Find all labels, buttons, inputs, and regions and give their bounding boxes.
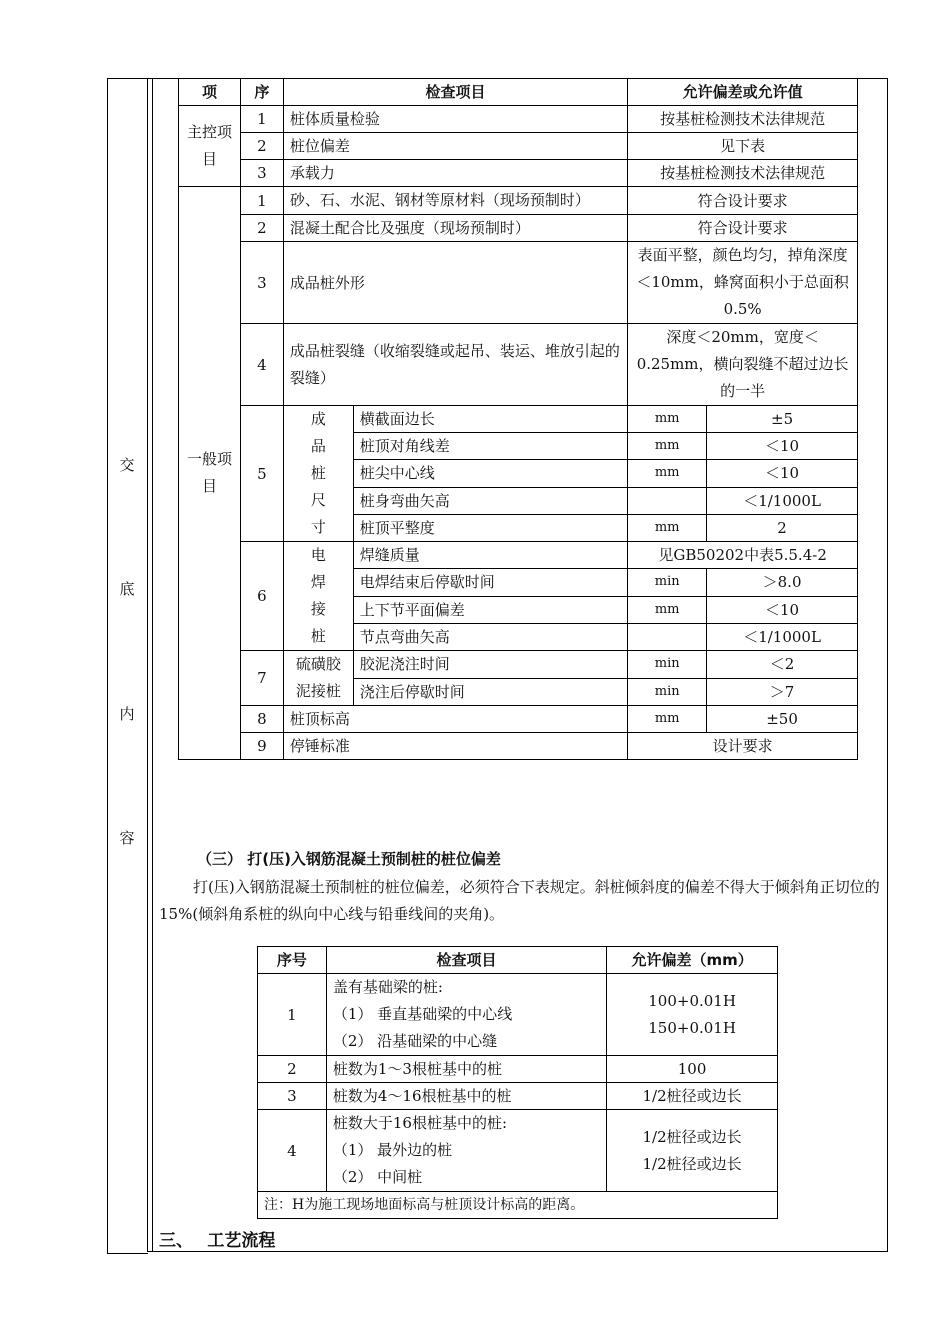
row-item: 桩位偏差 [283, 133, 627, 160]
row-value: ＜10 [707, 433, 858, 460]
row-item: 砂、石、水泥、钢材等原材料（现场预制时） [283, 187, 627, 215]
section-title: （三） 打(压)入钢筋混凝土预制桩的桩位偏差 [197, 850, 501, 868]
row-no: 8 [240, 706, 283, 733]
main-group-label: 主控项目 [179, 106, 241, 187]
row-unit: mm [628, 433, 707, 460]
row-item: 电焊结束后停歇时间 [353, 569, 627, 596]
header-tolerance: 允许偏差或允许值 [628, 79, 858, 106]
row-item: 成品桩裂缝（收缩裂缝或起吊、装运、堆放引起的裂缝） [283, 324, 627, 406]
row-value: ＞8.0 [707, 569, 858, 596]
row-value: 2 [707, 514, 858, 541]
row-no: 7 [240, 651, 283, 706]
row-no: 5 [240, 406, 283, 542]
table-row [179, 406, 858, 433]
row-no: 6 [240, 542, 283, 651]
header-check: 检查项目 [326, 947, 606, 974]
row-value: ＞7 [707, 678, 858, 706]
table-row [179, 542, 858, 569]
table-note-row [258, 1192, 778, 1219]
row-no: 3 [258, 1083, 327, 1110]
row-value: 100 [607, 1056, 778, 1083]
row-value: 深度＜20mm，宽度＜0.25mm，横向裂缝不超过边长的一半 [628, 324, 858, 406]
row-item: 混凝土配合比及强度（现场预制时） [283, 215, 627, 242]
row-unit: mm [628, 596, 707, 623]
table-row [179, 187, 858, 215]
side-label-2: 底 [119, 580, 135, 598]
row-item: 盖有基础梁的桩: （1） 垂直基础梁的中心线 （2） 沿基础梁的中心缝 [326, 974, 606, 1056]
side-label-1: 交 [119, 456, 135, 474]
row-item: 桩身弯曲矢高 [353, 487, 627, 514]
group6-label: 电 焊 接 桩 [283, 542, 353, 651]
row-no: 4 [258, 1110, 327, 1192]
row-value: 设计要求 [628, 733, 858, 760]
header-item: 项 [179, 79, 241, 106]
row-unit: mm [628, 706, 707, 733]
row-value: 符合设计要求 [628, 187, 858, 215]
row-item: 桩体质量检验 [283, 106, 627, 133]
row-item: 胶泥浇注时间 [353, 651, 627, 679]
row-value: 100+0.01H 150+0.01H [607, 974, 778, 1056]
table-row [179, 242, 858, 324]
row-unit: min [628, 678, 707, 706]
row-no: 2 [258, 1056, 327, 1083]
row-item: 承载力 [283, 160, 627, 187]
general-group-label: 一般项目 [179, 187, 241, 760]
row-unit: mm [628, 514, 707, 541]
row-no: 3 [240, 242, 283, 324]
row-item: 焊缝质量 [353, 542, 627, 569]
table-header-row [258, 947, 778, 974]
table-row [179, 651, 858, 679]
table-row [258, 1110, 778, 1192]
row-unit: min [628, 569, 707, 596]
table-row [179, 706, 858, 733]
header-check: 检查项目 [283, 79, 627, 106]
row-value: 符合设计要求 [628, 215, 858, 242]
table-row [179, 106, 858, 133]
row-no: 9 [240, 733, 283, 760]
row-no: 4 [240, 324, 283, 406]
row-unit: min [628, 651, 707, 679]
side-label-3: 内 [119, 705, 135, 723]
row-no: 1 [240, 106, 283, 133]
table-row [258, 1083, 778, 1110]
row-no: 2 [240, 215, 283, 242]
row-value: 1/2桩径或边长 [607, 1083, 778, 1110]
group5-label: 成 品 桩 尺 寸 [283, 406, 353, 542]
table-row [179, 160, 858, 187]
inspection-table [178, 78, 858, 760]
row-no: 3 [240, 160, 283, 187]
row-value: 见下表 [628, 133, 858, 160]
row-no: 1 [258, 974, 327, 1056]
row-value: 1/2桩径或边长 1/2桩径或边长 [607, 1110, 778, 1192]
row-value: ＜1/1000L [707, 623, 858, 650]
row-item: 成品桩外形 [283, 242, 627, 324]
row-value: 按基桩检测技术法律规范 [628, 106, 858, 133]
row-item: 桩数为1～3根桩基中的桩 [326, 1056, 606, 1083]
header-tolerance: 允许偏差（mm） [607, 947, 778, 974]
row-value: 见GB50202中表5.5.4-2 [628, 542, 858, 569]
row-value: ＜10 [707, 596, 858, 623]
table-header-row [179, 79, 858, 106]
row-item: 浇注后停歇时间 [353, 678, 627, 706]
row-value: ±5 [707, 406, 858, 433]
section-3-title: 三、 工艺流程 [159, 1231, 276, 1251]
row-item: 上下节平面偏差 [353, 596, 627, 623]
row-item: 停锤标准 [283, 733, 627, 760]
table-row [179, 324, 858, 406]
row-value: 表面平整，颜色均匀，掉角深度＜10mm，蜂窝面积小于总面积0.5% [628, 242, 858, 324]
table-row [179, 215, 858, 242]
row-no: 1 [240, 187, 283, 215]
table-row [179, 133, 858, 160]
row-unit [628, 487, 707, 514]
pile-position-table [257, 946, 778, 1219]
row-unit [628, 623, 707, 650]
table-note: 注：H为施工现场地面标高与桩顶设计标高的距离。 [258, 1192, 778, 1219]
row-value: 按基桩检测技术法律规范 [628, 160, 858, 187]
row-item: 桩数为4～16根桩基中的桩 [326, 1083, 606, 1110]
row-item: 桩顶对角线差 [353, 433, 627, 460]
row-unit: mm [628, 460, 707, 487]
table-row [258, 1056, 778, 1083]
row-item: 桩顶平整度 [353, 514, 627, 541]
outer-inner-line [152, 78, 153, 1252]
row-value: ＜10 [707, 460, 858, 487]
row-unit: mm [628, 406, 707, 433]
group7-label: 硫磺胶 泥接桩 [283, 651, 353, 706]
row-no: 2 [240, 133, 283, 160]
row-item: 桩数大于16根桩基中的桩: （1） 最外边的桩 （2） 中间桩 [326, 1110, 606, 1192]
table-row [258, 974, 778, 1056]
row-item: 桩顶标高 [283, 706, 627, 733]
side-label-4: 容 [119, 829, 135, 847]
row-item: 横截面边长 [353, 406, 627, 433]
row-item: 节点弯曲矢高 [353, 623, 627, 650]
table-row [179, 733, 858, 760]
row-value: ＜2 [707, 651, 858, 679]
section-paragraph: 打(压)入钢筋混凝土预制桩的桩位偏差，必须符合下表规定。斜桩倾斜度的偏差不得大于倾斜角正切位的15%(倾斜角系桩的纵向中心线与铅垂线间的夹角)。 [159, 878, 880, 923]
row-value: ＜1/1000L [707, 487, 858, 514]
header-no: 序 [240, 79, 283, 106]
row-value: ±50 [707, 706, 858, 733]
header-no: 序号 [258, 947, 327, 974]
row-item: 桩尖中心线 [353, 460, 627, 487]
outer-left-column [107, 78, 148, 1254]
